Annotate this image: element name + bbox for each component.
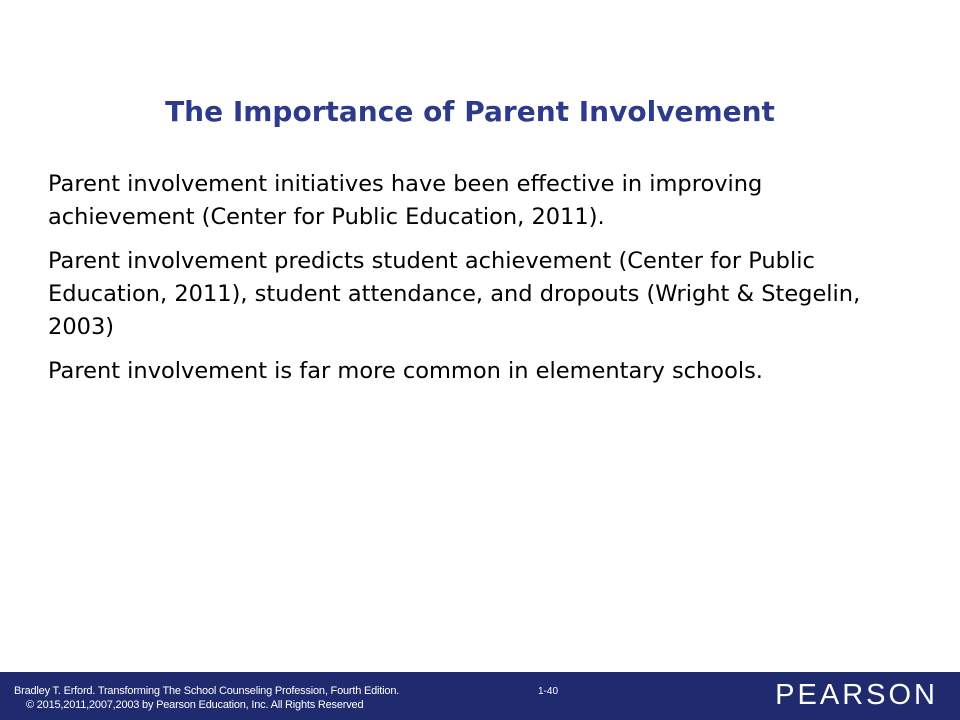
- pearson-logo: PEARSON: [775, 679, 938, 711]
- bullet-item: Parent involvement is far more common in elementary schools.: [48, 358, 763, 384]
- bullet-item: Parent involvement initiatives have been effective in improving achievement (Center for Public Education, 2011).: [48, 171, 763, 230]
- footer-credit: [14, 684, 399, 712]
- slide-number: 1-40: [538, 686, 559, 697]
- bullet-list: [48, 168, 908, 399]
- slide-title: The Importance of Parent Involvement: [165, 95, 775, 128]
- footer-credit-line-2: © 2015,2011,2007,2003 by Pearson Education, Inc. All Rights Reserved: [26, 699, 364, 711]
- footer-bar: [0, 672, 960, 720]
- bullet-item: Parent involvement predicts student achievement (Center for Public Education, 2011), student attendance, and dropouts (Wright & Stegelin, 2003): [48, 248, 861, 340]
- footer-credit-line-1: Bradley T. Erford. Transforming The School Counseling Profession, Fourth Edition.: [14, 685, 400, 697]
